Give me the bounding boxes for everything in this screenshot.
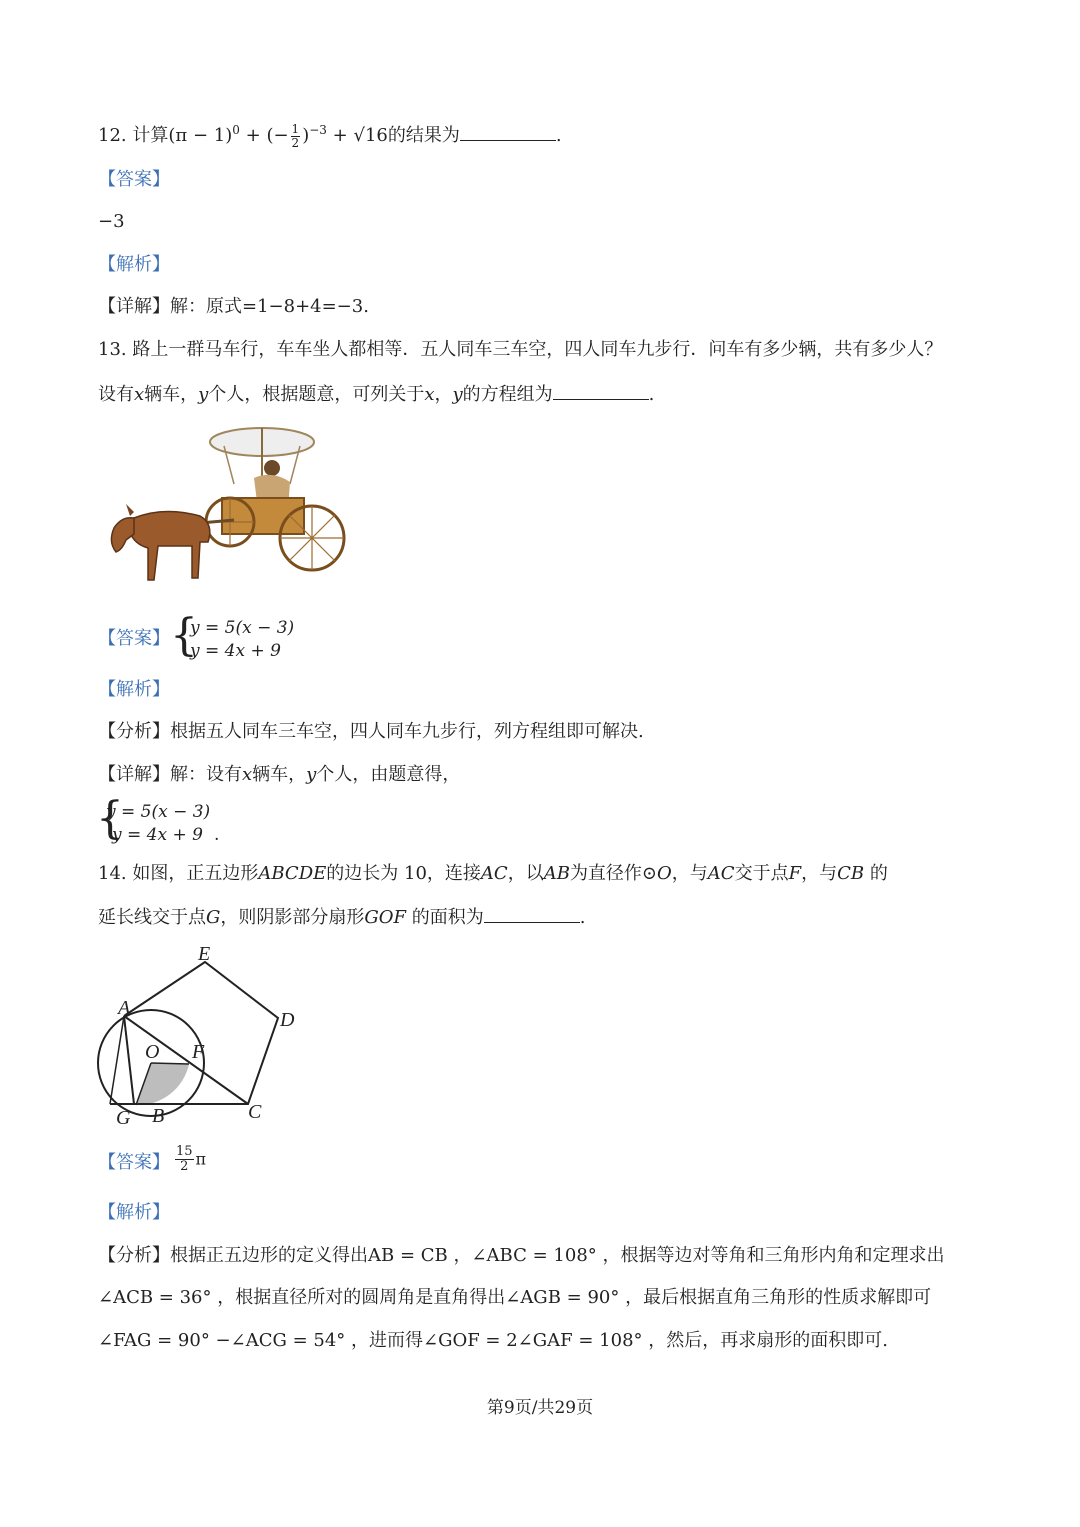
system-brace: { <box>96 793 124 844</box>
q14-question-line2: 延长线交于点G，则阴影部分扇形GOF 的面积为 . <box>98 904 585 930</box>
detail-line: 【详解】解：设有x辆车，y个人，由题意得， <box>98 764 461 785</box>
analysis-tag: 【解析】 <box>98 254 170 275</box>
answer-blank <box>484 904 580 923</box>
analysis-tag: 【解析】 <box>98 1202 170 1223</box>
q13-question-line2: 设有x辆车，y个人，根据题意，可列关于x，y的方程组为 . <box>98 381 654 407</box>
question-number: 14. <box>98 863 127 884</box>
document-page: 12. 计算$(\pi - 1)^0$ + (− $\frac{1}{2}$ )$^{-3}$ + √16的结果为 . 【答案】 −3 【解析】 【详解】解：原式=1−8+4=−3. 13. 路上一群马车行，车车坐人都相等．五人同车三车空，四人同车九步行．问车有多少辆，共有多少人？ 设有x辆车，y个人，根据题意，可列关于x，y的方程组为 . 【答案】 { y = 5(x − 3) y = 4x + 9 【解析】 【分析】根据五人同车三车空，四人同车九步行，列方程组即可解决. 【详解】解：设有x辆车，y个人，由题意得， { y = 5(x − 3) y = 4x + 9 . 14. 如图，正五边形ABCDE的边长为 10，连接AC，以AB为直径作⊙O，与AC交于点F，与CB 的 延长线交于点G，则阴影部分扇形GOF 的面积为 . E A D O F G B C 【答案】 $\frac{15}{2}$ π 【解析】 【分析】根据正五边形的定义得出AB = CB ，∠ABC = 108° ，根据等边对等角和三角形内角和定理求出 ∠ACB = 36° ，根据直径所对的圆周角是直角得出∠AGB = 90° ，最后根据直角三角形的性质求解即可 ∠FAG = 90° −∠ACG = 54° ，进而得∠GOF = 2∠GAF = 108° ，然后，再求扇形的面积即可. 第9页/共29页 <box>0 0 1080 1527</box>
answer-value: $\frac{15}{2}$ π <box>176 1144 207 1174</box>
fenxi-line-1: 【分析】根据正五边形的定义得出AB = CB ，∠ABC = 108° ，根据等边对等角和三角形内角和定理求出 <box>98 1245 945 1266</box>
pentagon-figure <box>90 940 310 1134</box>
answer-value: −3 <box>98 211 125 232</box>
q12-question: 12. 计算$(\pi - 1)^0$ + (− $\frac{1}{2}$ )$^{-3}$ + √16的结果为 . <box>98 121 562 150</box>
q14-question-line1: 14. 如图，正五边形ABCDE的边长为 10，连接AC，以AB为直径作⊙O，与AC交于点F，与CB 的 <box>98 863 888 884</box>
equation-1: y = 5(x − 3) <box>106 802 211 822</box>
label-b: B <box>152 1105 165 1127</box>
equation-2: y = 4x + 9 <box>112 825 203 845</box>
label-d: D <box>280 1009 295 1031</box>
horse-cart-illustration <box>104 420 352 602</box>
fenxi-line-3: ∠FAG = 90° −∠ACG = 54° ，进而得∠GOF = 2∠GAF = 108° ，然后，再求扇形的面积即可. <box>98 1330 888 1351</box>
answer-tag: 【答案】 <box>98 628 170 649</box>
fraction: $\frac{1}{2}$ <box>291 121 300 150</box>
question-number: 13. <box>98 339 127 360</box>
page-footer: 第9页/共29页 <box>486 1398 594 1418</box>
label-o: O <box>145 1041 160 1063</box>
equation-1: y = 5(x − 3) <box>190 618 295 638</box>
label-f: F <box>192 1041 205 1063</box>
analysis-tag: 【解析】 <box>98 679 170 700</box>
equation-2: y = 4x + 9 <box>190 641 281 661</box>
answer-tag: 【答案】 <box>98 1152 170 1173</box>
label-e: E <box>198 943 211 965</box>
detail-line: 【详解】解：原式=1−8+4=−3. <box>98 296 369 317</box>
label-a: A <box>118 997 131 1019</box>
fenxi-line: 【分析】根据五人同车三车空，四人同车九步行，列方程组即可解决. <box>98 721 644 742</box>
fenxi-line-2: ∠ACB = 36° ，根据直径所对的圆周角是直角得出∠AGB = 90° ，最后根据直角三角形的性质求解即可 <box>98 1287 932 1308</box>
answer-blank <box>553 381 649 400</box>
q13-question-line1: 13. 路上一群马车行，车车坐人都相等．五人同车三车空，四人同车九步行．问车有多少辆，共有多少人？ <box>98 339 943 360</box>
question-number: 12. <box>98 125 127 146</box>
answer-blank <box>460 122 556 141</box>
answer-tag: 【答案】 <box>98 169 170 190</box>
system-brace: { <box>170 610 198 661</box>
label-c: C <box>248 1101 262 1123</box>
label-g: G <box>116 1107 131 1129</box>
